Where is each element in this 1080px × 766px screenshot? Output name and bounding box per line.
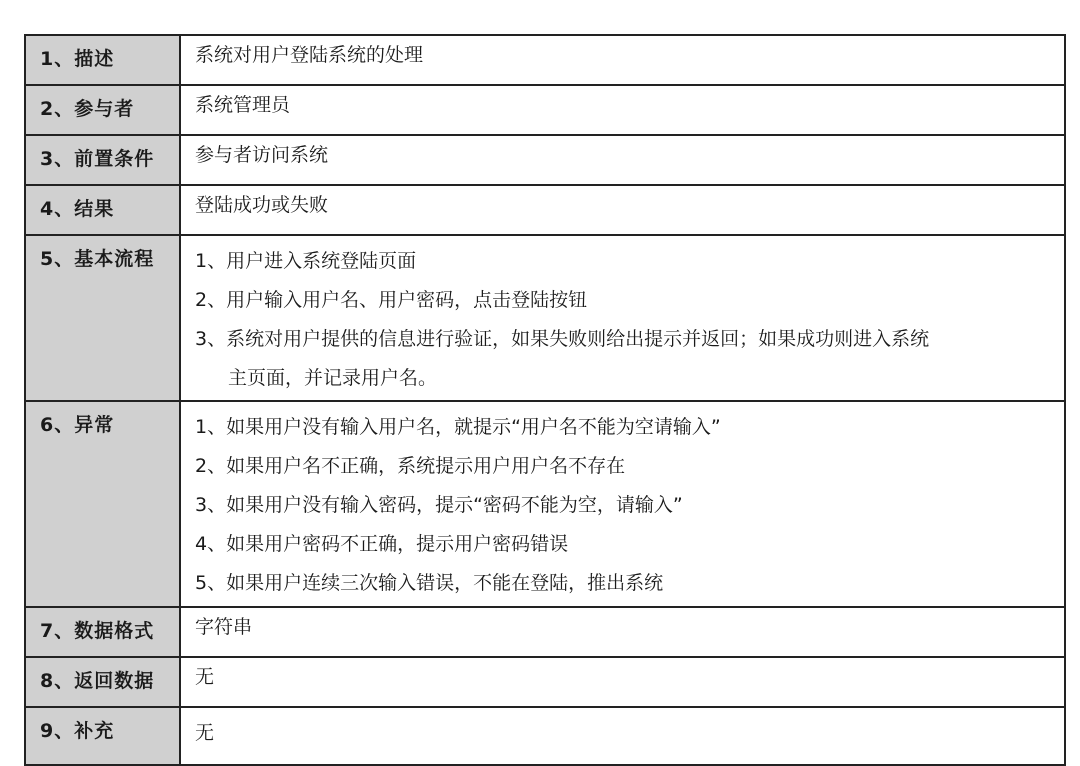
row-value [180, 135, 1065, 185]
row-value [180, 35, 1065, 85]
use-case-table [24, 34, 1066, 766]
row-label: 5、基本流程 [25, 235, 180, 401]
row-label: 4、结果 [25, 185, 180, 235]
value-line: 3、如果用户没有输入密码，提示“密码不能为空，请输入” [195, 494, 683, 516]
use-case-table-container [24, 34, 1064, 766]
row-value [180, 707, 1065, 765]
row-label: 7、数据格式 [25, 607, 180, 657]
table-row-basic-flow [25, 235, 1065, 401]
row-label: 9、补充 [25, 707, 180, 765]
table-row-data-format [25, 607, 1065, 657]
row-label: 1、描述 [25, 35, 180, 85]
table-row-exceptions [25, 401, 1065, 607]
table-row-participant [25, 85, 1065, 135]
table-row-precondition [25, 135, 1065, 185]
row-value [180, 401, 1065, 607]
value-line: 3、系统对用户提供的信息进行验证，如果失败则给出提示并返回；如果成功则进入系统 [195, 328, 930, 350]
value-line: 2、如果用户名不正确，系统提示用户用户名不存在 [195, 455, 626, 477]
row-value [180, 85, 1065, 135]
value-line: 无 [195, 722, 215, 744]
table-row-description [25, 35, 1065, 85]
value-line: 无 [195, 666, 215, 688]
row-label: 2、参与者 [25, 85, 180, 135]
row-value [180, 235, 1065, 401]
row-value [180, 607, 1065, 657]
value-line: 系统对用户登陆系统的处理 [195, 44, 424, 66]
value-line: 字符串 [195, 616, 253, 638]
row-label: 3、前置条件 [25, 135, 180, 185]
table-row-result [25, 185, 1065, 235]
table-row-supplement [25, 707, 1065, 765]
row-value [180, 657, 1065, 707]
value-line: 4、如果用户密码不正确，提示用户密码错误 [195, 533, 569, 555]
value-line: 参与者访问系统 [195, 144, 329, 166]
value-line: 1、用户进入系统登陆页面 [195, 250, 417, 272]
value-line: 1、如果用户没有输入用户名，就提示“用户名不能为空请输入” [195, 416, 721, 438]
value-line: 5、如果用户连续三次输入错误，不能在登陆，推出系统 [195, 572, 664, 594]
row-label: 6、异常 [25, 401, 180, 607]
row-value [180, 185, 1065, 235]
value-line: 系统管理员 [195, 94, 291, 116]
row-label: 8、返回数据 [25, 657, 180, 707]
value-line: 主页面，并记录用户名。 [228, 367, 438, 389]
table-row-return-data [25, 657, 1065, 707]
value-line: 2、用户输入用户名、用户密码，点击登陆按钮 [195, 289, 588, 311]
value-line: 登陆成功或失败 [195, 194, 329, 216]
